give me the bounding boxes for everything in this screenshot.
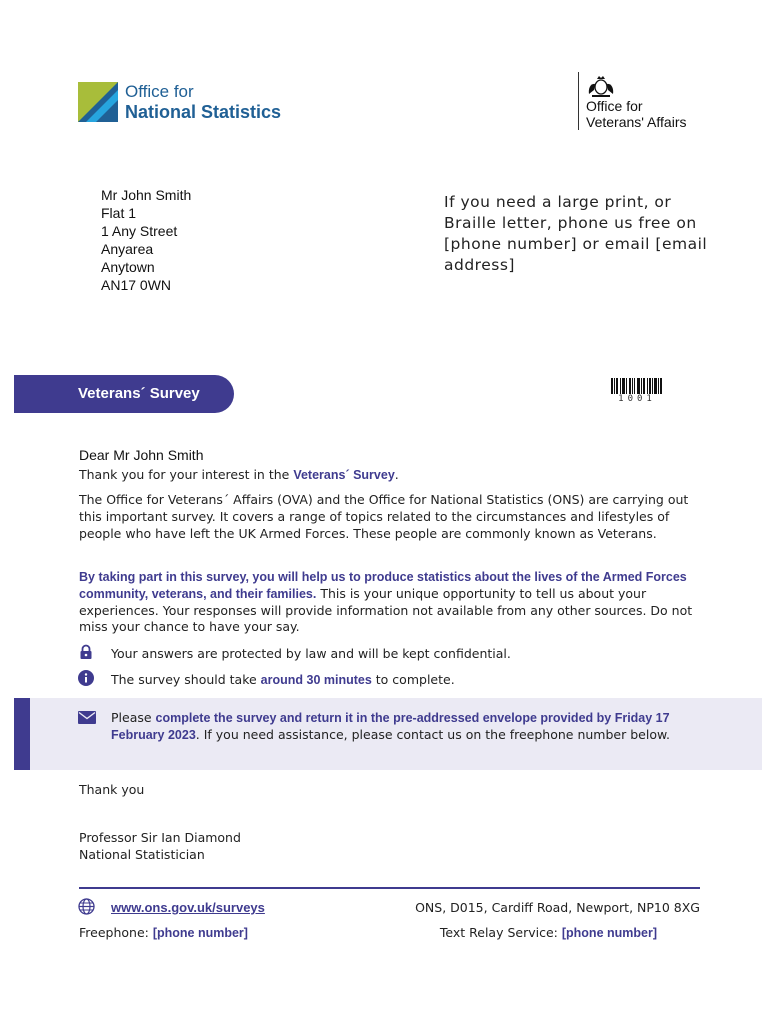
address-line: Anyarea — [101, 241, 154, 257]
participation-rest: This is your unique opportunity to tell us about your experiences. Your responses will provide information not available from any other sources. Do not miss your chance to have your say. — [79, 585, 693, 635]
survey-banner — [14, 375, 234, 413]
ons-logo — [78, 82, 298, 124]
intro-prefix: Thank you for your interest in the — [79, 467, 294, 482]
text-relay-number: [phone number] — [561, 926, 657, 940]
signer-name: Professor Sir Ian Diamond — [79, 830, 241, 845]
envelope-icon — [78, 711, 96, 724]
duration-prefix: The survey should take — [111, 672, 261, 687]
signer-title: National Statistician — [79, 846, 205, 862]
greeting: Dear Mr John Smith — [79, 447, 204, 463]
freephone-label: Freephone: — [79, 925, 153, 940]
address-line: Mr John Smith — [101, 187, 192, 203]
text-relay — [370, 925, 657, 942]
ons-logo-line2: National Statistics — [125, 102, 282, 122]
duration-notice — [111, 672, 455, 689]
closing: Thank you — [79, 782, 145, 797]
recipient-address — [101, 186, 191, 294]
lock-icon — [78, 644, 94, 660]
ova-logo — [578, 72, 718, 130]
callout-accent-strip — [14, 698, 30, 770]
text-relay-label: Text Relay Service: — [439, 925, 562, 940]
address-line: Anytown — [101, 259, 155, 275]
intro-paragraph — [79, 467, 719, 484]
survey-name: Veterans´ Survey — [293, 468, 395, 482]
globe-icon — [78, 898, 95, 915]
info-icon — [78, 670, 94, 686]
freephone — [79, 925, 248, 942]
address-line: Flat 1 — [101, 205, 137, 221]
participation-highlight: By taking part in this survey, you will help us to produce statistics about the lives of the Armed Forces community, veterans, and their families. — [79, 570, 687, 601]
callout-prefix: Please — [111, 710, 156, 725]
address-line: AN17 0WN — [101, 277, 172, 293]
about-paragraph: The Office for Veterans´ Affairs (OVA) and the Office for National Statistics (ONS) are carrying out this important survey. It covers a range of topics related to the circumstances and lifestyles of people who have left the UK Armed Forces. These people are commonly known as Veterans. — [79, 492, 689, 541]
callout-highlight: complete the survey and return it in the pre-addressed envelope provided by Friday 17 February 2023 — [111, 711, 670, 742]
deadline-text — [111, 710, 711, 744]
duration-highlight: around 30 minutes — [260, 673, 372, 687]
freephone-number: [phone number] — [152, 926, 248, 940]
signature-block — [79, 830, 241, 864]
ons-logo-line1: Office for — [125, 82, 194, 101]
ova-logo-line1: Office for — [586, 98, 643, 114]
ons-logo-icon — [78, 82, 118, 122]
footer-divider — [79, 887, 700, 889]
website-link[interactable]: www.ons.gov.uk/surveys — [111, 900, 265, 915]
participation-paragraph — [79, 569, 709, 636]
duration-suffix: to complete. — [371, 672, 455, 687]
survey-banner-title: Veterans´ Survey — [78, 385, 200, 402]
address-line: 1 Any Street — [101, 223, 178, 239]
large-print-notice: If you need a large print, or Braille letter, phone us free on [phone number] or email [email address] — [444, 193, 708, 274]
royal-crest-icon — [586, 74, 616, 98]
intro-suffix: . — [394, 467, 399, 482]
barcode-number: 1001 — [611, 394, 663, 404]
callout-suffix: . If you need assistance, please contact us on the freephone number below. — [195, 726, 671, 742]
ova-logo-line2: Veterans' Affairs — [586, 114, 687, 130]
confidential-notice: Your answers are protected by law and will be kept confidential. — [111, 646, 511, 661]
return-address: ONS, D015, Cardiff Road, Newport, NP10 8XG — [415, 900, 700, 915]
